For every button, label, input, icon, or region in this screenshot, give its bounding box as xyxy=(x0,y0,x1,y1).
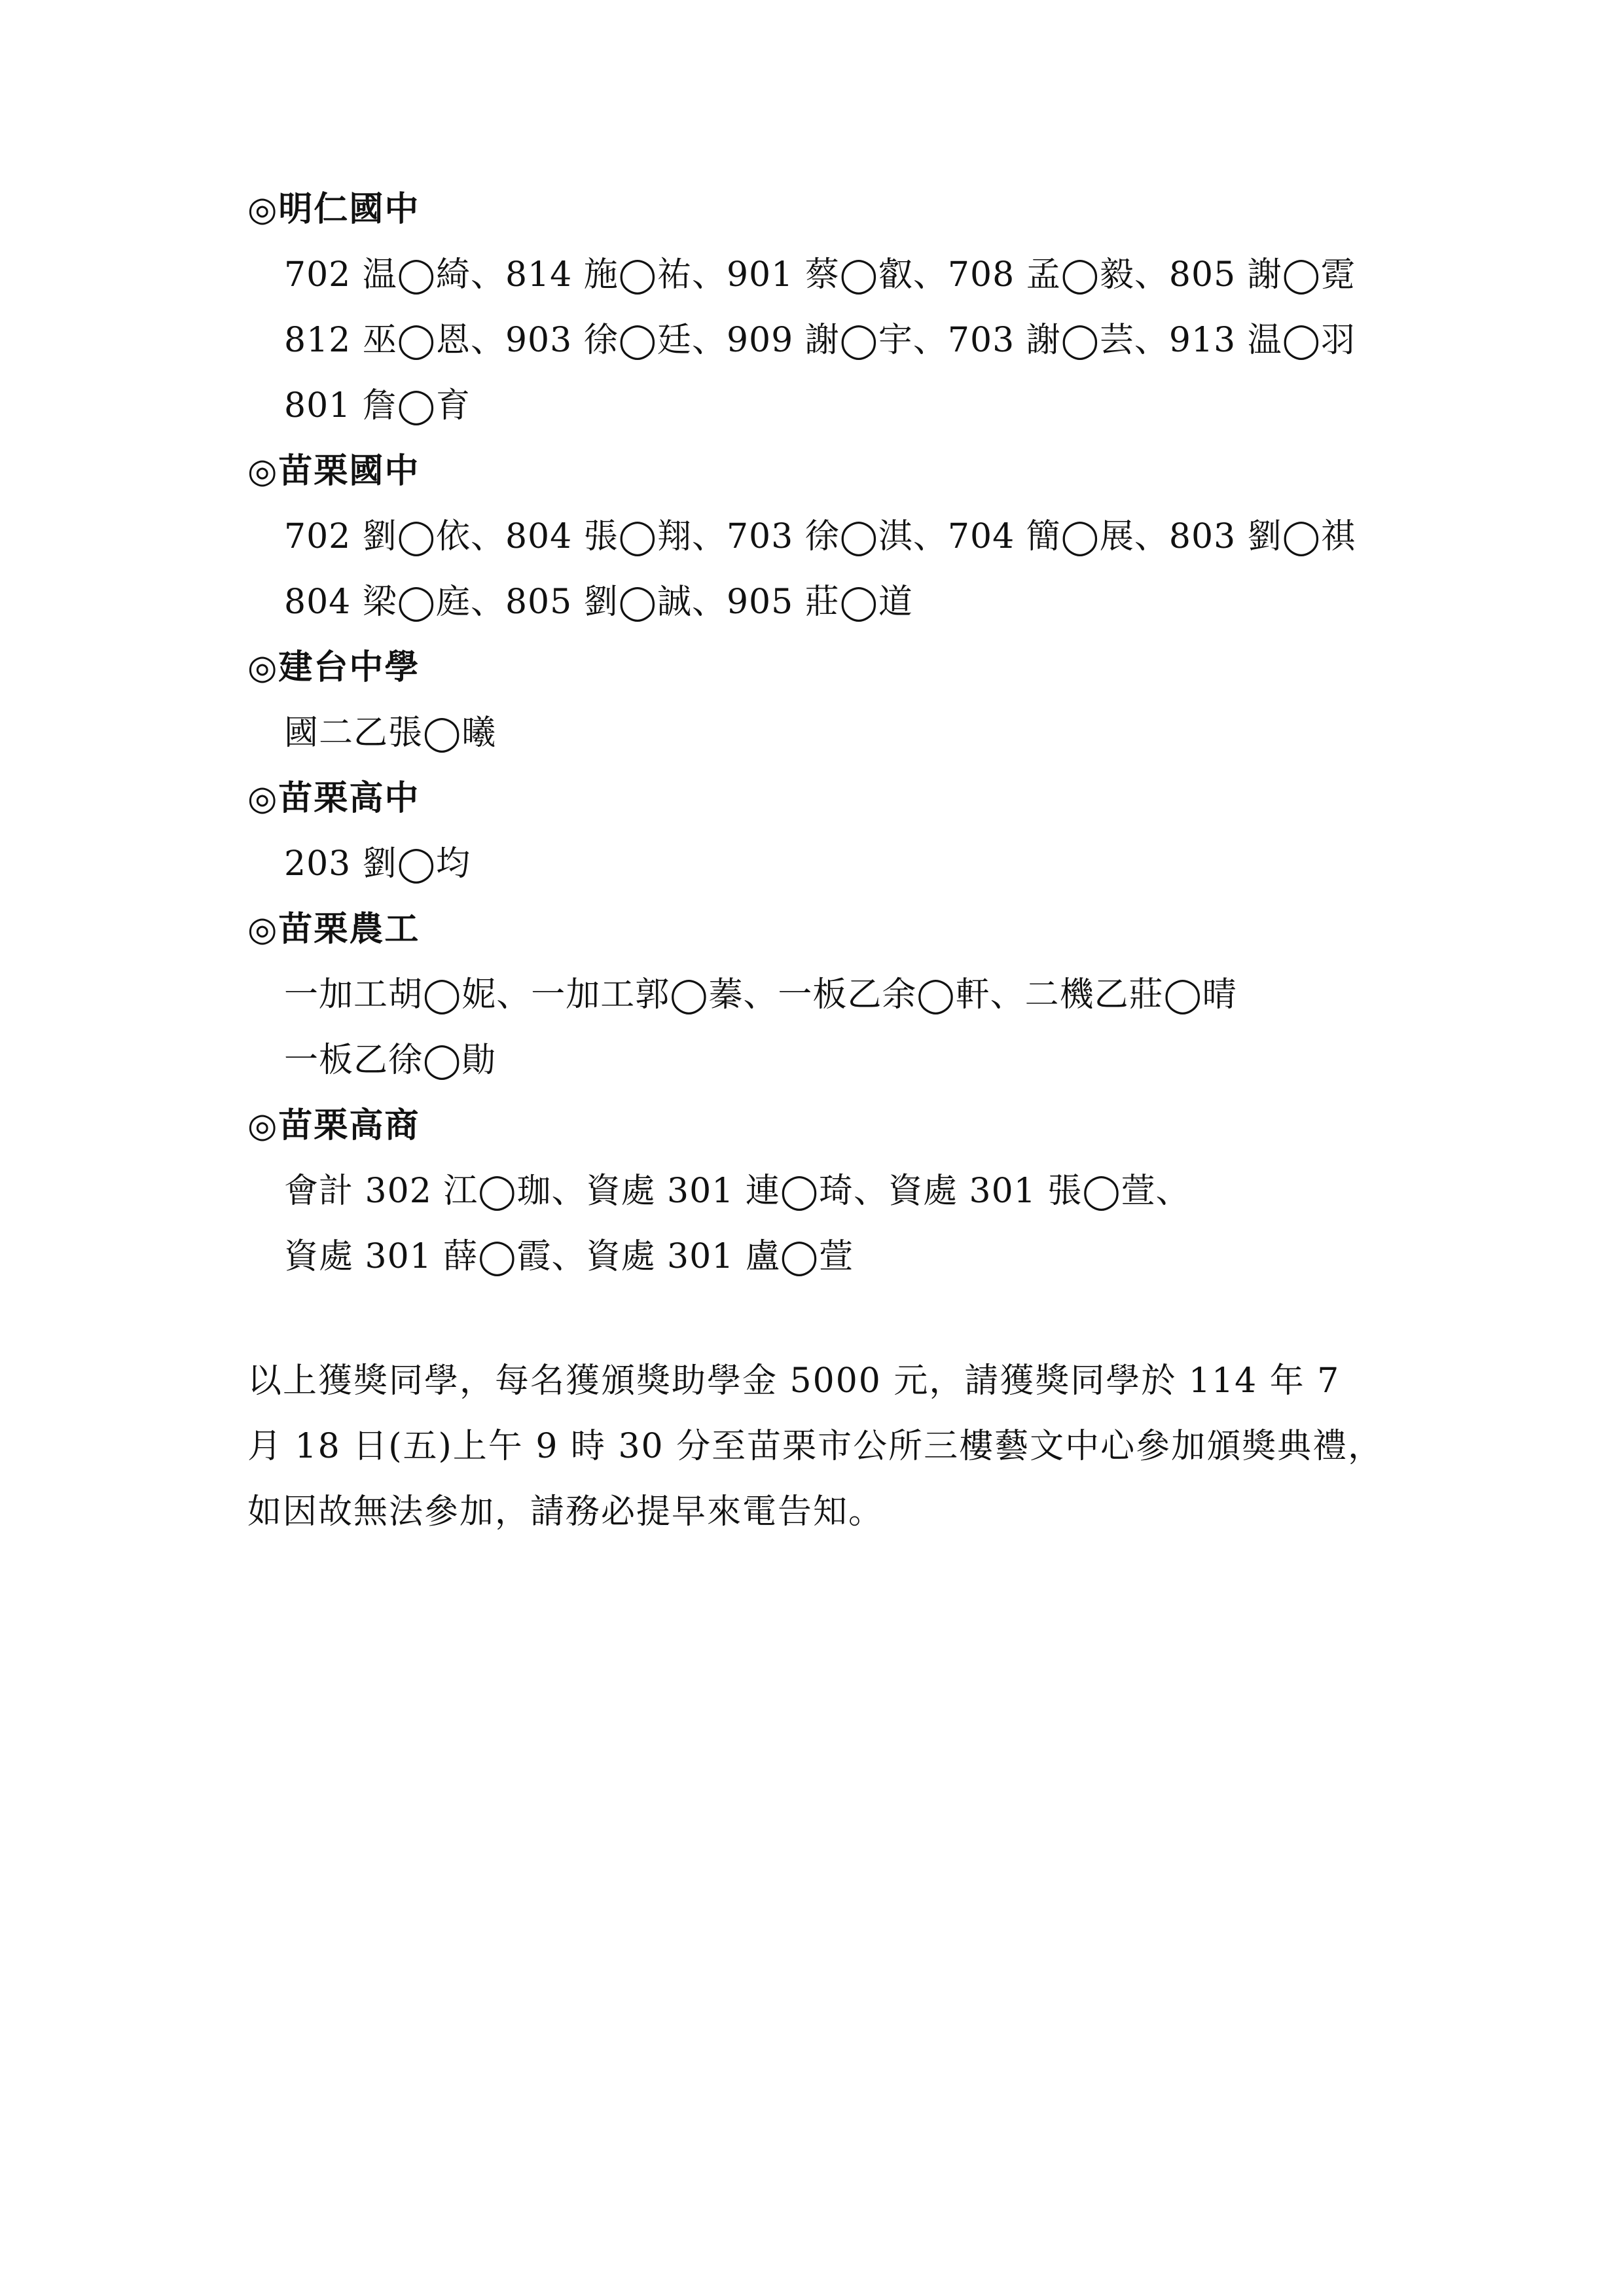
student-list-line: 國二乙張◯曦 xyxy=(284,713,497,753)
student-list-line: 804 梁◯庭、805 劉◯誠、905 莊◯道 xyxy=(284,583,913,622)
school-heading-mingren: ◎明仁國中 xyxy=(247,189,420,229)
student-list-line: 會計 302 江◯珈、資處 301 連◯琦、資處 301 張◯萱、 xyxy=(284,1172,1191,1211)
student-list-line: 一加工胡◯妮、一加工郭◯蓁、一板乙余◯軒、二機乙莊◯晴 xyxy=(284,975,1237,1014)
notice-paragraph-line: 如因故無法參加，請務必提早來電告知。 xyxy=(247,1492,884,1532)
student-list-line: 702 劉◯依、804 張◯翔、703 徐◯淇、704 簡◯展、803 劉◯祺 xyxy=(284,517,1356,556)
notice-paragraph-line: 以上獲獎同學，每名獲頒獎助學金 5000 元，請獲獎同學於 114 年 7 xyxy=(247,1361,1341,1401)
school-heading-miaoli-commerce: ◎苗栗高商 xyxy=(247,1105,420,1145)
school-heading-miaoli-junior: ◎苗栗國中 xyxy=(247,451,420,491)
student-list-line: 203 劉◯均 xyxy=(284,844,471,884)
student-list-line: 資處 301 薛◯霞、資處 301 盧◯萱 xyxy=(284,1237,854,1276)
school-heading-jiantai: ◎建台中學 xyxy=(247,647,420,687)
student-list-line: 801 詹◯育 xyxy=(284,386,471,425)
school-heading-miaoli-senior: ◎苗栗高中 xyxy=(247,778,420,818)
notice-paragraph-line: 月 18 日(五)上午 9 時 30 分至苗栗市公所三樓藝文中心參加頒獎典禮， xyxy=(247,1427,1384,1466)
school-heading-miaoli-agri: ◎苗栗農工 xyxy=(247,909,420,949)
student-list-line: 一板乙徐◯勛 xyxy=(284,1041,497,1080)
student-list-line: 702 温◯綺、814 施◯祐、901 蔡◯叡、708 孟◯毅、805 謝◯霓 xyxy=(284,255,1356,295)
student-list-line: 812 巫◯恩、903 徐◯廷、909 謝◯宇、703 謝◯芸、913 温◯羽 xyxy=(284,321,1356,360)
